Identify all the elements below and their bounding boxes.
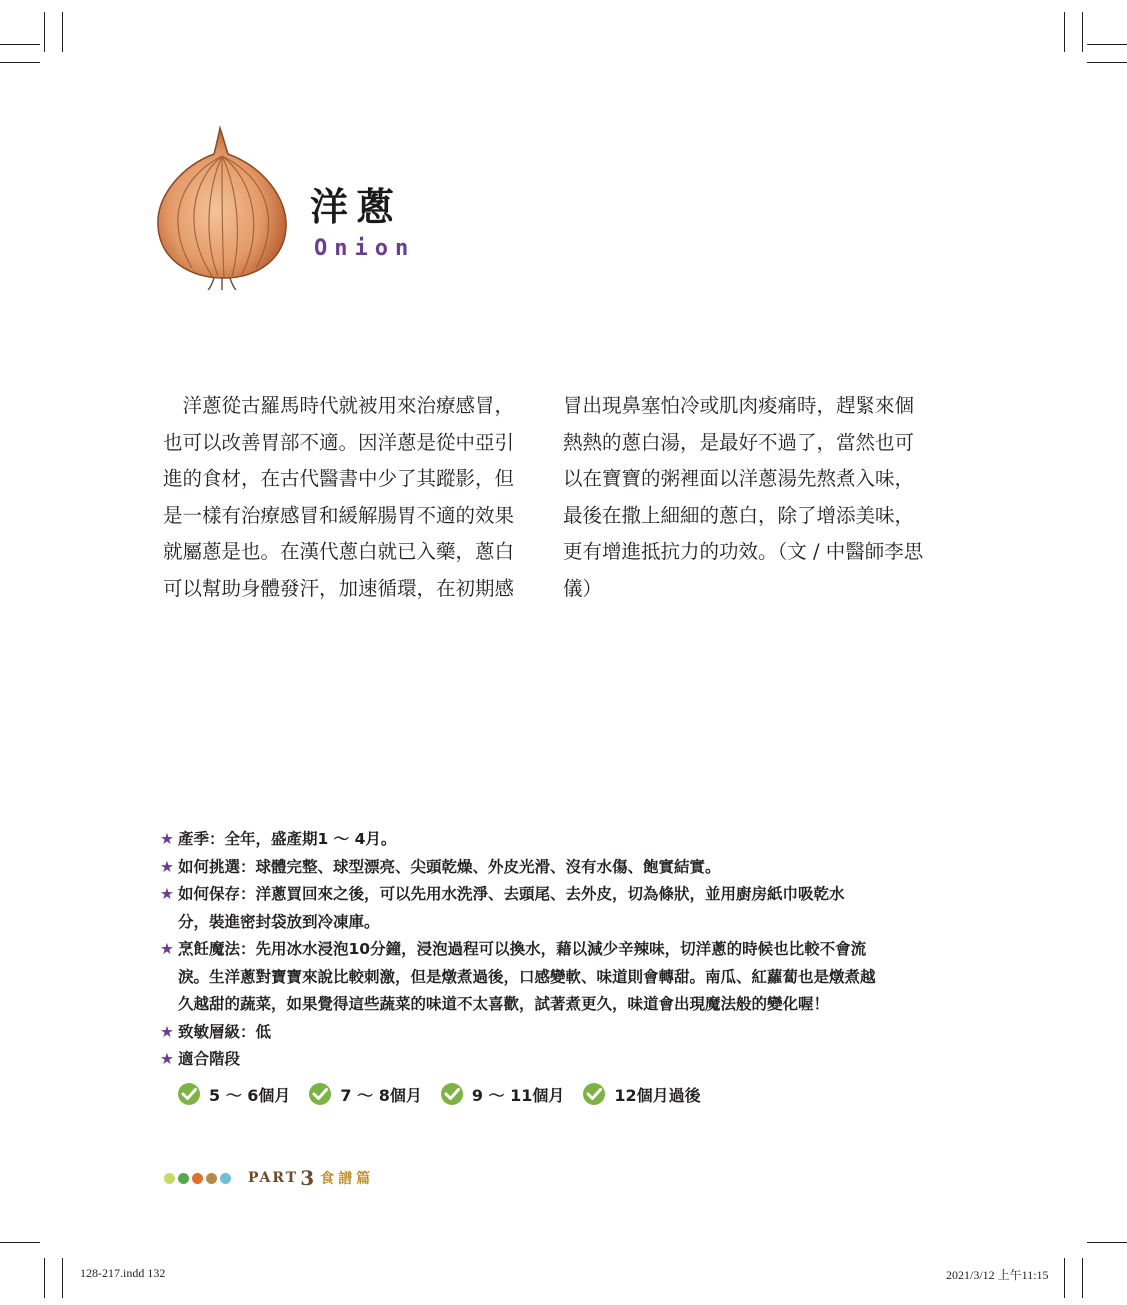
star-icon: ★ — [160, 830, 174, 848]
crop-mark — [62, 1258, 63, 1298]
slug-date: 2021/3/12 上午11:15 — [946, 1268, 1049, 1282]
body-line: 更有增進抵抗力的功效。（文 / 中醫師李思 — [563, 540, 924, 563]
part-subtitle: 食譜篇 — [320, 1171, 375, 1187]
crop-mark — [44, 12, 45, 52]
stage-list — [177, 1082, 719, 1106]
body-line: 是一樣有治療感冒和緩解腸胃不適的效果 — [163, 503, 515, 527]
decor-dot — [220, 1173, 231, 1184]
stage-item — [440, 1082, 565, 1106]
info-store: ★ 如何保存：洋蔥買回來之後，可以先用水洗淨、去頭尾、去外皮，切為條狀，並用廚房紙巾吸乾水 — [160, 881, 950, 909]
crop-mark — [62, 12, 63, 52]
stage-item — [177, 1082, 290, 1106]
body-line: 最後在撒上細細的蔥白，除了增添美味， — [563, 503, 915, 527]
crop-mark — [0, 44, 40, 45]
body-line: 熱熱的蔥白湯，是最好不過了，當然也可 — [563, 430, 915, 454]
info-store-continued: 分，裝進密封袋放到冷凍庫。 — [178, 912, 380, 931]
page-subtitle-english: Onion — [314, 236, 416, 261]
star-icon: ★ — [160, 857, 174, 876]
body-line: 冒出現鼻塞怕冷或肌肉痠痛時，趕緊來個 — [563, 394, 915, 417]
crop-mark — [1064, 12, 1065, 52]
stage-item — [308, 1082, 421, 1106]
crop-mark — [1064, 1258, 1065, 1298]
crop-mark — [1082, 12, 1083, 52]
decor-dot — [206, 1173, 217, 1184]
body-line: 洋蔥從古羅馬時代就被用來治療感冒， — [163, 394, 515, 417]
decor-dot — [192, 1173, 203, 1184]
page-title: 洋蔥 — [310, 185, 403, 229]
stage-label: 9 ～ 11個月 — [471, 1085, 565, 1105]
stage-label: 12個月過後 — [614, 1085, 701, 1105]
star-icon: ★ — [160, 1022, 174, 1041]
info-pick: ★ 如何挑選：球體完整、球型漂亮、尖頭乾燥、外皮光滑、沒有水傷、飽實結實。 — [160, 854, 950, 882]
crop-mark — [1087, 62, 1127, 63]
onion-illustration — [152, 120, 292, 290]
info-cook-continued: 久越甜的蔬菜，如果覺得這些蔬菜的味道不太喜歡，試著煮更久，味道會出現魔法般的變化喔！ — [178, 995, 830, 1013]
crop-mark — [1082, 1258, 1083, 1298]
decor-dot — [178, 1173, 189, 1184]
part-label: PART — [248, 1170, 299, 1186]
star-icon: ★ — [160, 940, 174, 958]
body-line: 也可以改善胃部不適。因洋蔥是從中亞引 — [163, 430, 515, 454]
crop-mark — [0, 1242, 40, 1243]
info-stage-title: ★ 適合階段 — [160, 1046, 950, 1074]
body-line: 儀） — [563, 576, 603, 600]
crop-mark — [0, 62, 40, 63]
check-icon — [308, 1082, 332, 1106]
body-line: 就屬蔥是也。在漢代蔥白就已入藥，蔥白 — [163, 540, 515, 563]
info-season: ★ 產季：全年，盛產期1 ～ 4月。 — [160, 826, 950, 854]
crop-mark — [1087, 1242, 1127, 1243]
body-column-left — [163, 388, 533, 607]
body-column-right — [563, 388, 933, 607]
decor-dot — [164, 1173, 175, 1184]
body-line: 可以幫助身體發汗，加速循環，在初期感 — [163, 576, 515, 600]
slug-file: 128-217.indd 132 — [80, 1266, 166, 1280]
part-number: 3 — [300, 1166, 315, 1190]
crop-mark — [1087, 44, 1127, 45]
crop-mark — [44, 1258, 45, 1298]
stage-label: 5 ～ 6個月 — [209, 1085, 291, 1105]
body-line: 進的食材，在古代醫書中少了其蹤影，但 — [163, 467, 515, 490]
check-icon — [177, 1082, 201, 1106]
check-icon — [582, 1082, 606, 1106]
check-icon — [440, 1082, 464, 1106]
star-icon: ★ — [160, 1050, 174, 1068]
stage-item — [582, 1082, 700, 1106]
info-list — [160, 826, 950, 1074]
info-cook: ★ 烹飪魔法：先用冰水浸泡10分鐘，浸泡過程可以換水，藉以減少辛辣味，切洋蔥的時候也比較不會流 — [160, 936, 950, 964]
info-allergy: ★ 致敏層級：低 — [160, 1019, 950, 1047]
stage-label: 7 ～ 8個月 — [340, 1085, 422, 1105]
star-icon: ★ — [160, 885, 174, 903]
body-line: 以在寶寶的粥裡面以洋蔥湯先熬煮入味， — [563, 467, 915, 490]
section-footer — [164, 1166, 374, 1190]
info-cook-continued: 淚。生洋蔥對寶寶來說比較刺激，但是燉煮過後，口感變軟、味道則會轉甜。南瓜、紅蘿蔔也是燉煮越 — [178, 967, 876, 986]
